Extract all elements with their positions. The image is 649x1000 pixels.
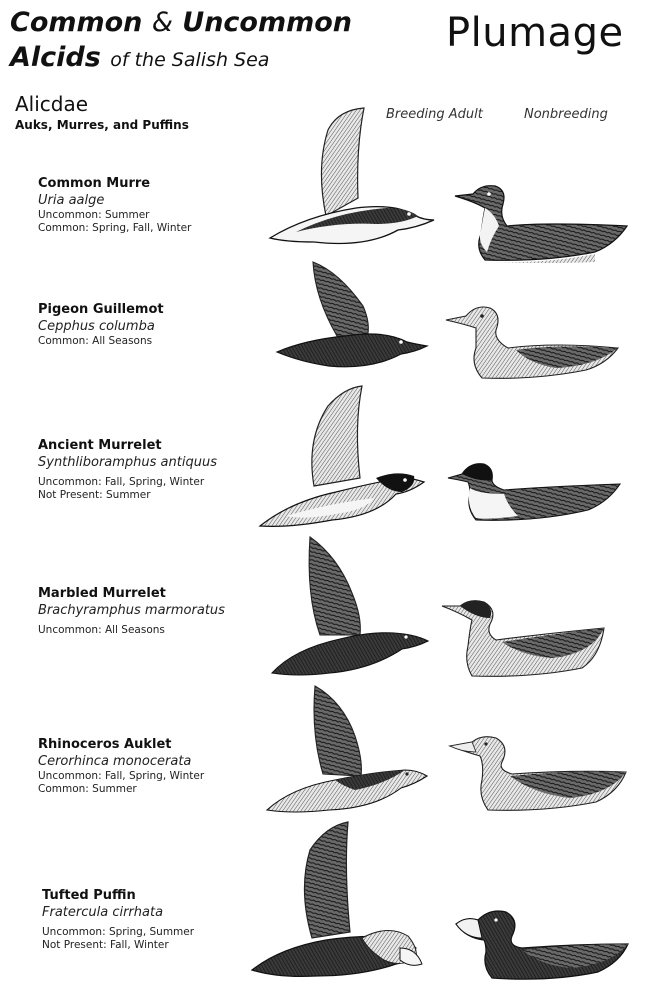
species-rhinoceros-auklet — [38, 736, 258, 796]
species-scientific: Brachyramphus marmoratus — [38, 603, 225, 618]
species-status: Common: Spring, Fall, Winter — [38, 222, 192, 234]
rhinoceros-auklet-breeding-illustration — [265, 684, 430, 816]
species-status: Uncommon: All Seasons — [38, 624, 165, 636]
title-common: Common — [10, 7, 143, 38]
title-line-2 — [10, 43, 269, 75]
species-name: Common Murre — [38, 176, 151, 191]
pigeon-guillemot-breeding-illustration — [275, 258, 430, 378]
marbled-murrelet-nonbreeding-illustration — [442, 598, 607, 678]
tufted-puffin-breeding-illustration — [250, 820, 425, 980]
species-pigeon-guillemot — [38, 301, 258, 348]
species-status: Uncommon: Summer — [38, 209, 150, 221]
species-scientific: Cerorhinca monocerata — [38, 754, 192, 769]
species-common-murre — [38, 175, 258, 235]
family-name: Alicdae — [15, 92, 89, 116]
species-status: Not Present: Fall, Winter — [42, 939, 169, 951]
rhinoceros-auklet-nonbreeding-illustration — [450, 734, 630, 814]
common-murre-breeding-illustration — [266, 108, 436, 248]
tufted-puffin-nonbreeding-illustration — [456, 906, 631, 982]
title-uncommon: Uncommon — [182, 7, 353, 38]
ancient-murrelet-nonbreeding-illustration — [448, 460, 623, 524]
species-status: Uncommon: Spring, Summer — [42, 926, 195, 938]
species-status: Common: Summer — [38, 783, 137, 795]
species-status: Uncommon: Fall, Spring, Winter — [38, 476, 205, 488]
common-murre-nonbreeding-illustration — [455, 182, 630, 264]
column-breeding-adult: Breeding Adult — [386, 107, 483, 122]
species-name: Tufted Puffin — [42, 888, 136, 903]
title-alcids: Alcids — [10, 42, 101, 73]
plumage-heading: Plumage — [446, 10, 624, 56]
species-name: Rhinoceros Auklet — [38, 737, 172, 752]
species-name: Pigeon Guillemot — [38, 302, 164, 317]
species-status: Common: All Seasons — [38, 335, 153, 347]
title-subtitle: of the Salish Sea — [110, 49, 270, 71]
marbled-murrelet-breeding-illustration — [270, 535, 430, 680]
title-ampersand: & — [151, 7, 173, 38]
species-name: Marbled Murrelet — [38, 586, 166, 601]
species-marbled-murrelet — [38, 585, 258, 637]
ancient-murrelet-breeding-illustration — [256, 386, 426, 536]
species-scientific: Cepphus columba — [38, 319, 155, 334]
species-status: Uncommon: Fall, Spring, Winter — [38, 770, 205, 782]
species-scientific: Synthliboramphus antiquus — [38, 455, 217, 470]
species-scientific: Uria aalge — [38, 193, 105, 208]
species-ancient-murrelet — [38, 437, 258, 502]
family-subtitle: Auks, Murres, and Puffins — [15, 118, 189, 132]
species-status: Not Present: Summer — [38, 489, 151, 501]
pigeon-guillemot-nonbreeding-illustration — [446, 302, 621, 382]
column-nonbreeding: Nonbreeding — [524, 107, 608, 122]
species-tufted-puffin — [42, 887, 262, 952]
species-name: Ancient Murrelet — [38, 438, 162, 453]
species-scientific: Fratercula cirrhata — [42, 905, 164, 920]
title-line-1 — [10, 8, 352, 38]
